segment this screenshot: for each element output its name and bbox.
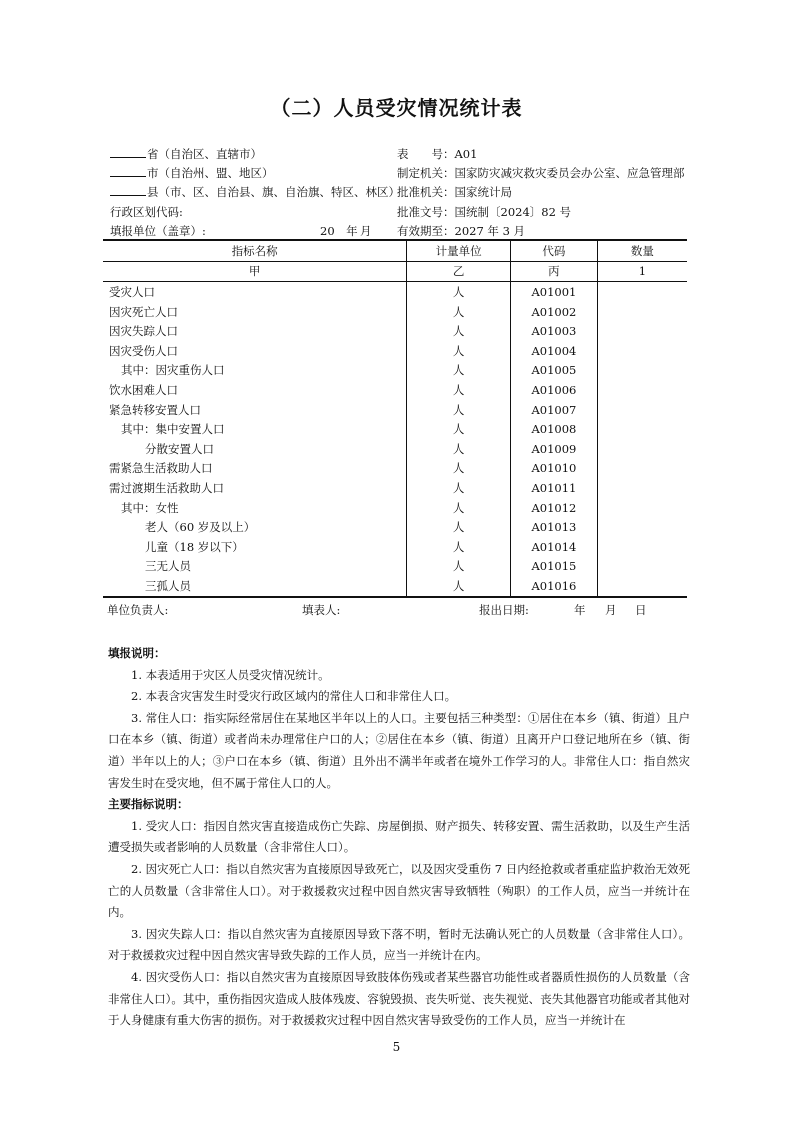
county-line bbox=[110, 182, 400, 201]
fill-instruction-item: 2. 本表含灾害发生时受灾行政区域内的常住人口和非常住人口。 bbox=[131, 689, 457, 704]
col-header-code: 代码 bbox=[510, 240, 597, 261]
table-header-row bbox=[103, 240, 687, 261]
unit-line bbox=[110, 221, 380, 240]
row-unit: 人 bbox=[407, 459, 511, 479]
row-quantity-cell[interactable] bbox=[597, 419, 687, 439]
row-code: A01006 bbox=[510, 380, 597, 400]
row-quantity-cell[interactable] bbox=[597, 576, 687, 597]
province-blank[interactable] bbox=[110, 144, 146, 158]
row-quantity-cell[interactable] bbox=[597, 517, 687, 537]
row-name: 因灾失踪人口 bbox=[109, 324, 178, 339]
approving-org: 批准机关：国家统计局 bbox=[397, 185, 512, 200]
row-code: A01013 bbox=[510, 517, 597, 537]
row-code: A01007 bbox=[510, 400, 597, 420]
subheader-name: 甲 bbox=[103, 261, 407, 282]
row-unit: 人 bbox=[407, 517, 511, 537]
col-header-unit: 计量单位 bbox=[407, 240, 511, 261]
table-subheader-row bbox=[103, 261, 687, 282]
province-line bbox=[110, 144, 380, 163]
row-name: 受灾人口 bbox=[109, 284, 155, 299]
table-row bbox=[103, 537, 687, 557]
valid-until: 有效期至：2027 年 3 月 bbox=[397, 223, 526, 238]
fill-instructions-heading: 填报说明： bbox=[108, 646, 166, 660]
responsible-label: 单位负责人: bbox=[107, 603, 169, 617]
fill-instruction-item: 3. 常住人口：指实际经常居住在某地区半年以上的人口。主要包括三种类型：①居住在本乡（镇、街道）且户口在本乡（镇、街道）或者尚未办理常住户口的人；②居住在本乡（镇、街道）且离开户口登记地所在乡（镇、街道）半年以上的人；③户口在本乡（镇、街道）且外出不满半年或者在境外工作学习的人。非常住人口：指自然灾害发生时在受灾地，但不属于常住人口的人。 bbox=[108, 710, 690, 790]
row-code: A01008 bbox=[510, 419, 597, 439]
unit-label: 填报单位（盖章）: bbox=[110, 223, 206, 238]
row-unit: 人 bbox=[407, 419, 511, 439]
row-code: A01004 bbox=[510, 341, 597, 361]
table-row bbox=[103, 517, 687, 537]
row-quantity-cell[interactable] bbox=[597, 302, 687, 322]
row-quantity-cell[interactable] bbox=[597, 478, 687, 498]
row-quantity-cell[interactable] bbox=[597, 439, 687, 459]
row-unit: 人 bbox=[407, 380, 511, 400]
region-code-line: 行政区划代码: bbox=[110, 204, 183, 219]
table-row bbox=[103, 400, 687, 420]
row-code: A01005 bbox=[510, 361, 597, 381]
row-quantity-cell[interactable] bbox=[597, 459, 687, 479]
province-label: 省（自治区、直辖市） bbox=[147, 147, 262, 161]
indicator-note-item: 2. 因灾死亡人口：指以自然灾害为直接原因导致死亡，以及因灾受重伤 7 日内经抢救或者重症监护救治无效死亡的人员数量（含非常住人口）。对于救援救灾过程中因自然灾害导致牺牲（殉职）的工作人员，应当一并统计在内。 bbox=[108, 861, 690, 920]
table-row bbox=[103, 302, 687, 322]
subheader-quantity: 1 bbox=[597, 261, 687, 282]
table-row bbox=[103, 439, 687, 459]
report-date-label: 报出日期: bbox=[479, 603, 529, 617]
table-row bbox=[103, 282, 687, 302]
date-year-label: 年 bbox=[574, 603, 586, 617]
indicator-note-item: 1. 受灾人口：指因自然灾害直接造成伤亡失踪、房屋倒损、财产损失、转移安置、需生活救助，以及生产生活遭受损失或者影响的人员数量（含非常住人口）。 bbox=[108, 818, 690, 855]
table-row bbox=[103, 419, 687, 439]
row-code: A01012 bbox=[510, 498, 597, 518]
row-name: 儿童（18 岁以下） bbox=[145, 539, 244, 554]
indicator-note-item: 3. 因灾失踪人口：指以自然灾害为直接原因导致下落不明，暂时无法确认死亡的人员数量（含非常住人口）。对于救援救灾过程中因自然灾害导致失踪的工作人员，应当一并统计在内。 bbox=[108, 926, 690, 963]
table-number: 表 号：A01 bbox=[397, 147, 478, 161]
row-code: A01010 bbox=[510, 459, 597, 479]
page-title: （二）人员受灾情况统计表 bbox=[270, 96, 523, 120]
row-quantity-cell[interactable] bbox=[597, 321, 687, 341]
table-row bbox=[103, 498, 687, 518]
county-blank[interactable] bbox=[110, 182, 146, 196]
row-unit: 人 bbox=[407, 282, 511, 302]
row-unit: 人 bbox=[407, 400, 511, 420]
col-header-quantity: 数量 bbox=[597, 240, 687, 261]
subheader-unit: 乙 bbox=[407, 261, 511, 282]
table-row bbox=[103, 576, 687, 597]
year-label: 20 年 bbox=[320, 223, 358, 238]
table-row bbox=[103, 341, 687, 361]
subheader-code: 丙 bbox=[510, 261, 597, 282]
month-label: 月 bbox=[360, 223, 372, 238]
row-quantity-cell[interactable] bbox=[597, 361, 687, 381]
filler-label: 填表人: bbox=[302, 603, 341, 617]
row-code: A01003 bbox=[510, 321, 597, 341]
row-name: 三无人员 bbox=[145, 559, 191, 574]
header-right bbox=[397, 144, 697, 240]
page-number: 5 bbox=[392, 1040, 401, 1054]
statistics-table bbox=[103, 239, 687, 598]
row-quantity-cell[interactable] bbox=[597, 537, 687, 557]
row-code: A01009 bbox=[510, 439, 597, 459]
city-label: 市（自治州、盟、地区） bbox=[147, 166, 274, 181]
header-left bbox=[110, 144, 400, 240]
row-quantity-cell[interactable] bbox=[597, 498, 687, 518]
table-row bbox=[103, 557, 687, 577]
row-code: A01001 bbox=[510, 282, 597, 302]
row-name: 老人（60 岁及以上） bbox=[145, 520, 256, 535]
city-line bbox=[110, 163, 380, 182]
row-quantity-cell[interactable] bbox=[597, 557, 687, 577]
row-name: 需过渡期生活救助人口 bbox=[109, 480, 224, 495]
row-quantity-cell[interactable] bbox=[597, 341, 687, 361]
indicator-notes-heading: 主要指标说明： bbox=[108, 797, 189, 812]
fill-instruction-item: 1. 本表适用于灾区人员受灾情况统计。 bbox=[131, 667, 330, 682]
table-row bbox=[103, 321, 687, 341]
col-header-name: 指标名称 bbox=[103, 240, 407, 261]
row-unit: 人 bbox=[407, 302, 511, 322]
date-month-label: 月 bbox=[605, 603, 617, 617]
row-unit: 人 bbox=[407, 557, 511, 577]
table-row bbox=[103, 380, 687, 400]
row-unit: 人 bbox=[407, 498, 511, 518]
county-label: 县（市、区、自治县、旗、自治旗、特区、林区） bbox=[147, 185, 400, 200]
row-quantity-cell[interactable] bbox=[597, 282, 687, 302]
issuing-org: 制定机关：国家防灾减灾救灾委员会办公室、应急管理部 bbox=[397, 166, 685, 181]
notes-section bbox=[108, 643, 690, 1032]
row-name: 紧急转移安置人口 bbox=[109, 402, 201, 417]
row-unit: 人 bbox=[407, 361, 511, 381]
row-name: 因灾死亡人口 bbox=[109, 304, 178, 319]
table-row bbox=[103, 478, 687, 498]
table-row bbox=[103, 459, 687, 479]
row-code: A01015 bbox=[510, 557, 597, 577]
row-name: 其中：女性 bbox=[121, 500, 179, 515]
row-code: A01002 bbox=[510, 302, 597, 322]
row-name: 需紧急生活救助人口 bbox=[109, 461, 213, 476]
table-row bbox=[103, 361, 687, 381]
row-name: 饮水困难人口 bbox=[109, 382, 178, 397]
row-name: 分散安置人口 bbox=[145, 441, 214, 456]
date-day-label: 日 bbox=[635, 603, 647, 617]
row-code: A01011 bbox=[510, 478, 597, 498]
row-unit: 人 bbox=[407, 537, 511, 557]
row-code: A01016 bbox=[510, 576, 597, 597]
row-name: 其中：因灾重伤人口 bbox=[121, 363, 225, 378]
approval-doc-number: 批准文号：国统制〔2024〕82 号 bbox=[397, 204, 572, 219]
row-unit: 人 bbox=[407, 576, 511, 597]
row-unit: 人 bbox=[407, 478, 511, 498]
row-unit: 人 bbox=[407, 341, 511, 361]
row-name: 因灾受伤人口 bbox=[109, 343, 178, 358]
row-name: 其中：集中安置人口 bbox=[121, 422, 225, 437]
row-unit: 人 bbox=[407, 439, 511, 459]
row-unit: 人 bbox=[407, 321, 511, 341]
city-blank[interactable] bbox=[110, 163, 146, 177]
row-code: A01014 bbox=[510, 537, 597, 557]
indicator-note-item: 4. 因灾受伤人口：指以自然灾害为直接原因导致肢体伤残或者某些器官功能性或者器质性损伤的人员数量（含非常住人口）。其中，重伤指因灾造成人肢体残废、容貌毁损、丧失听觉、丧失视觉、丧失其他器官功能或者其他对于人身健康有重大伤害的损伤。对于救援救灾过程中因自然灾害导致受伤的工作人员，应当一并统计在 bbox=[108, 969, 690, 1028]
row-quantity-cell[interactable] bbox=[597, 380, 687, 400]
row-name: 三孤人员 bbox=[103, 576, 407, 597]
row-quantity-cell[interactable] bbox=[597, 400, 687, 420]
